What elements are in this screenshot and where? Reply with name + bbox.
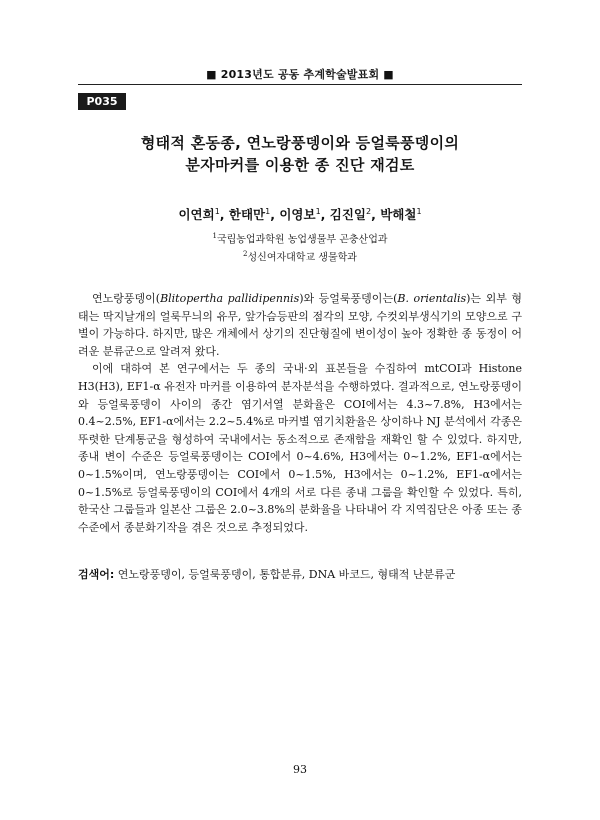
title-line-1: 형태적 혼동종, 연노랑풍뎅이와 등얼룩풍뎅이의: [140, 134, 460, 152]
header-divider: [78, 84, 522, 85]
author-name: 한태만: [228, 207, 266, 222]
author-affil-mark: 1: [416, 206, 422, 216]
affiliation-mark: 2: [243, 250, 248, 259]
author-name: 이영보: [279, 207, 316, 222]
page-number: 93: [293, 763, 307, 776]
poster-id-badge: P035: [78, 93, 126, 110]
affiliation-1: [78, 229, 522, 247]
affiliation-2: [78, 247, 522, 265]
species-name: B. orientalis: [397, 292, 467, 305]
conference-header: ■ 2013년도 공동 추계학술발표회 ■: [206, 68, 394, 81]
author-affil-mark: 1: [214, 206, 220, 216]
abstract-paragraph-1: [78, 290, 522, 360]
author-name: 박해철: [380, 207, 417, 222]
abstract-text: )와 등얼룩풍뎅이는(: [299, 292, 398, 305]
affiliation-name: 성신여자대학교 생물학과: [247, 252, 357, 264]
affiliation-list: [78, 229, 522, 266]
affiliation-mark: 1: [212, 232, 217, 240]
author-affil-mark: 2: [366, 206, 372, 216]
title-line-2: 분자마커를 이용한 종 진단 재검토: [185, 156, 415, 174]
paper-title: [78, 132, 522, 176]
keywords-label: 검색어:: [78, 568, 115, 581]
keywords: [78, 566, 522, 583]
abstract-body: [78, 290, 522, 536]
author-name: 김진일: [329, 207, 366, 222]
author-affil-mark: 1: [265, 206, 271, 216]
abstract-text: 연노랑풍뎅이(: [92, 292, 161, 305]
affiliation-name: 국립농업과학원 농업생물부 곤충산업과: [216, 234, 388, 246]
abstract-paragraph-2: 이에 대하여 본 연구에서는 두 종의 국내·외 표본들을 수집하여 mtCOI과 Histone H3(H3), EF1-α 유전자 마커를 이용하여 분자분석을 수행하였다. 결과적으로, 연노랑풍뎅이와 등얼룩풍뎅이 사이의 종간 염기서열 분화율은 COI에서는 4.3~7.8%, H3에서는 0.4~2.5%, EF1-α에서는 2.2~5.4%로 마커별 염기치환율은 상이하나 NJ 분석에서 각종은 뚜렷한 단계통군을 형성하여 국내에서는 동소적으로 존재함을 재확인 할 수 있었다. 하지만, 종내 변이 수준은 등얼룩풍뎅이는 COI에서 0~4.6%, H3에서는 0~1.2%, EF1-α에서는 0~1.5%이며, 연노랑풍뎅이는 COI에서 0~1.5%, H3에서는 0~1.2%, EF1-α에서는 0~1.5%로 등얼룩풍뎅이의 COI에서 4개의 서로 다른 종내 그룹을 확인할 수 있었다. 특히, 한국산 그룹들과 일본산 그룹은 2.0~3.8%의 분화율을 나타내어 각 지역집단은 아종 또는 종 수준에서 종분화기작을 겪은 것으로 추정되었다.: [78, 362, 522, 534]
author-name: 이연희: [178, 207, 215, 222]
species-name: Blitopertha pallidipennis: [160, 292, 300, 305]
abstract-text: )는 외부 형태는 딱지날개의 얼룩무늬의 유무, 앞가슴등판의 점각의 모양, 수컷외부생식기의 모양으로 구별이 가능하다. 하지만, 많은 개체에서 상기의 진단형질에 변이성이 높아 정확한 종 동정이 어려운 분류군으로 알려져 왔다.: [78, 292, 522, 358]
keywords-text: 연노랑풍뎅이, 등얼룩풍뎅이, 통합분류, DNA 바코드, 형태적 난분류군: [117, 568, 456, 581]
author-list: 이연희$^1$, 한태만$^1$, 이영보$^1$, 김진일$^2$, 박해철$^1$: [178, 206, 422, 222]
author-affil-mark: 1: [315, 206, 321, 216]
